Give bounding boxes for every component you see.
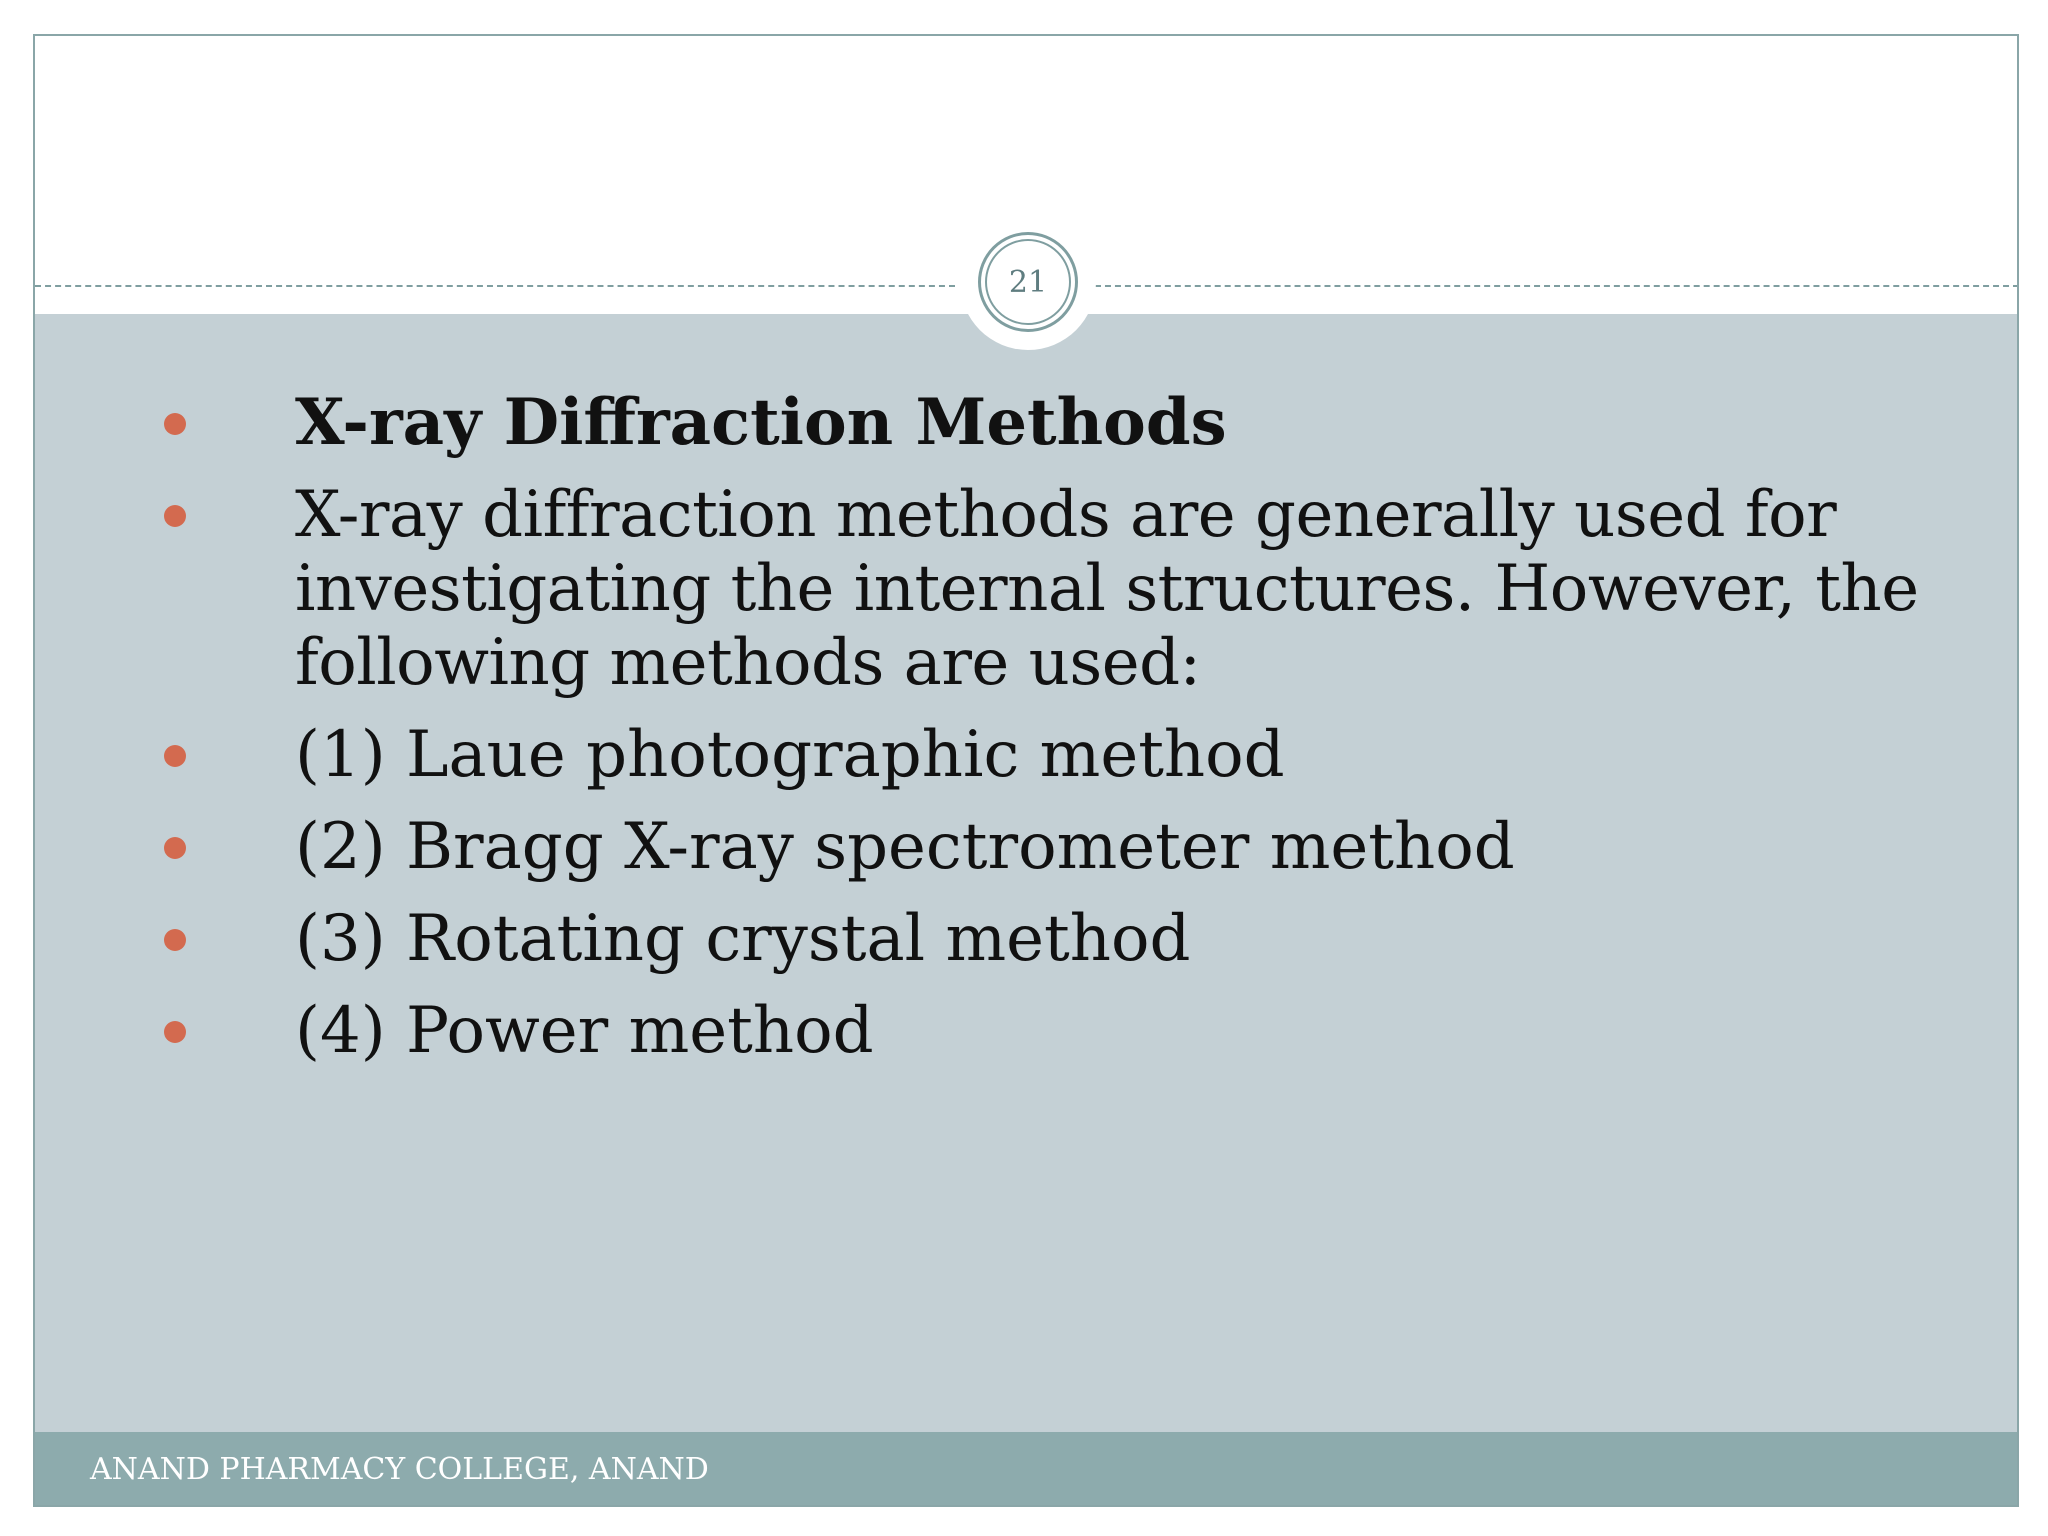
bullet-text: (3) Rotating crystal method: [295, 902, 1191, 976]
header-divider-left: [35, 285, 955, 287]
bullet-text: X-ray diffraction methods are generally used for investigating the internal structures. However, the following methods are used:: [295, 478, 1919, 700]
footer-text: ANAND PHARMACY COLLEGE, ANAND: [90, 1452, 709, 1487]
page-number: 21: [1008, 264, 1048, 300]
bullet-item: [35, 386, 2017, 460]
bullet-dot-icon: [164, 745, 186, 767]
bullet-item: [35, 718, 2017, 792]
bullet-item: [35, 810, 2017, 884]
page-number-badge: [960, 214, 1096, 350]
bullet-item: [35, 994, 2017, 1068]
bullet-dot-icon: [164, 1021, 186, 1043]
bullet-dot-icon: [164, 505, 186, 527]
bullet-text: (4) Power method: [295, 994, 874, 1068]
bullet-list: [35, 386, 2017, 1086]
bullet-dot-icon: [164, 929, 186, 951]
page-number-ring: [978, 232, 1078, 332]
header-divider-right: [1095, 285, 2019, 287]
bullet-item: [35, 478, 2017, 700]
bullet-item: [35, 902, 2017, 976]
bullet-dot-icon: [164, 837, 186, 859]
slide-heading: X-ray Diffraction Methods: [295, 385, 1227, 460]
slide-footer: [35, 1432, 2017, 1507]
bullet-text: (2) Bragg X-ray spectrometer method: [295, 810, 1515, 884]
slide: [33, 34, 2019, 1507]
bullet-text: (1) Laue photographic method: [295, 718, 1285, 792]
bullet-dot-icon: [164, 413, 186, 435]
